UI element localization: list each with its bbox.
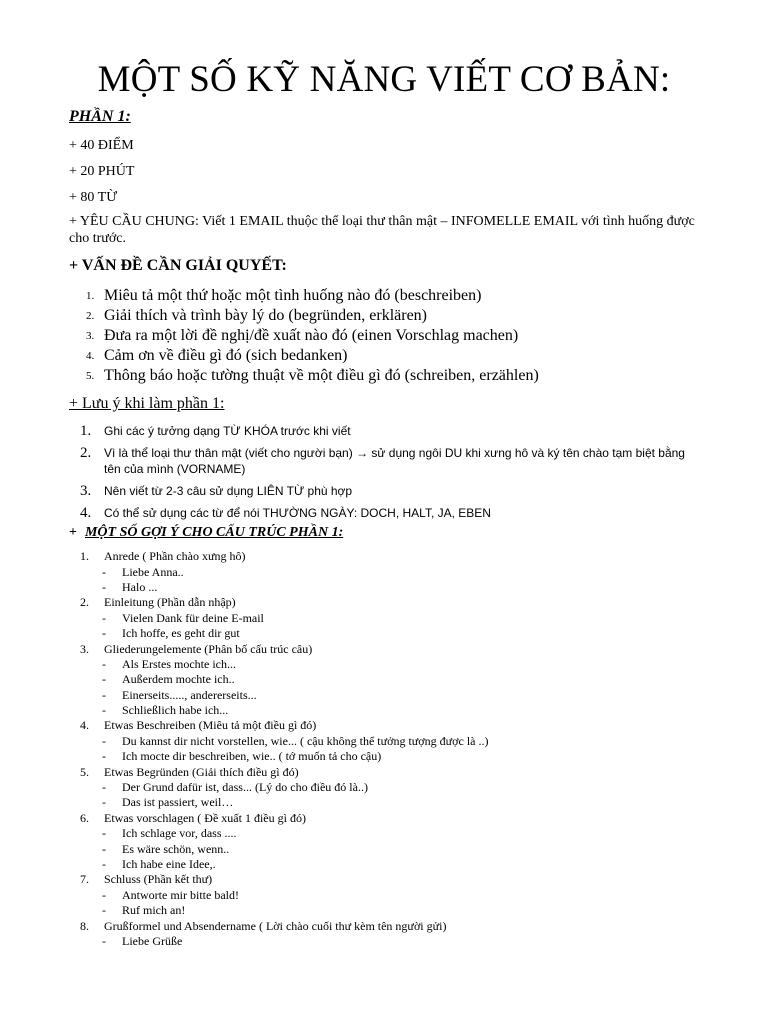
structure-example — [80, 564, 720, 579]
bullet-dash: - — [102, 933, 106, 948]
section-number: 5. — [80, 764, 89, 779]
bullet-dash: - — [102, 841, 106, 856]
example-text: Es wäre schön, wenn.. — [122, 841, 230, 856]
note-item — [80, 505, 694, 521]
bullet-dash: - — [102, 857, 106, 871]
note-item — [80, 423, 694, 439]
example-text: Ich mocte dir beschreiben, wie.. ( tớ muốn tả cho cậu) — [122, 749, 382, 764]
structure-section — [80, 718, 720, 733]
issue-item — [80, 346, 539, 366]
structure-example — [80, 826, 720, 841]
example-text: Du kannst dir nicht vorstellen, wie... ( cậu không thể tưởng tượng được là ..) — [122, 733, 489, 748]
section-label: Einleitung (Phần dẫn nhập) — [104, 595, 236, 610]
notes-heading: + Lưu ý khi làm phần 1: — [69, 395, 225, 412]
structure-section — [80, 918, 720, 933]
issue-number: 1. — [86, 290, 95, 302]
example-text: Ich schlage vor, dass .... — [122, 826, 237, 841]
structure-example — [80, 580, 720, 595]
example-text: Schließlich habe ich... — [122, 703, 229, 718]
bullet-dash: - — [102, 610, 106, 625]
example-text: Antworte mir bitte bald! — [122, 887, 239, 902]
example-text: Ruf mich an! — [122, 903, 186, 918]
section-label: Grußformel und Absendername ( Lời chào cuối thư kèm tên người gửi) — [104, 918, 447, 933]
document-title: MỘT SỐ KỸ NĂNG VIẾT CƠ BẢN: — [97, 59, 671, 100]
section-number: 4. — [80, 718, 89, 733]
structure-example — [80, 780, 720, 795]
bullet-dash: - — [102, 656, 106, 671]
part1-heading: PHẦN 1: — [69, 108, 131, 125]
general-requirement: + YÊU CẦU CHUNG: Viết 1 EMAIL thuộc thể loại thư thân mật – INFOMELLE EMAIL với tình huống được cho trước. — [69, 214, 695, 246]
section-label: Anrede ( Phần chào xưng hô) — [104, 549, 246, 564]
bullet-dash: - — [102, 903, 106, 918]
section-label: Etwas Beschreiben (Miêu tả một điều gì đó) — [104, 718, 317, 733]
example-text: Außerdem mochte ich.. — [122, 672, 235, 687]
issue-item — [80, 326, 539, 346]
issue-number: 2. — [86, 310, 95, 322]
structure-example — [80, 934, 720, 949]
issue-item — [80, 366, 539, 386]
structure-section — [80, 549, 720, 564]
structure-heading — [69, 525, 343, 541]
example-text: Halo ... — [122, 579, 158, 594]
structure-example — [80, 626, 720, 641]
section-number: 7. — [80, 872, 89, 887]
structure-example — [80, 688, 720, 703]
note-text: Ghi các ý tưởng dạng TỪ KHÓA trước khi viết — [104, 424, 351, 438]
issues-heading: + VẤN ĐỀ CẦN GIẢI QUYẾT: — [69, 257, 287, 274]
note-number: 3. — [80, 483, 92, 499]
example-text: Liebe Anna.. — [122, 564, 184, 579]
note-item — [80, 445, 694, 477]
note-number: 2. — [80, 445, 92, 461]
structure-section — [80, 764, 720, 779]
issue-number: 5. — [86, 370, 95, 382]
note-number: 4. — [80, 505, 92, 521]
structure-section — [80, 595, 720, 610]
fact-points: + 40 ĐIỂM — [69, 138, 134, 153]
structure-section — [80, 641, 720, 656]
example-text: Als Erstes mochte ich... — [122, 656, 236, 671]
section-label: Gliederungelemente (Phân bố cấu trúc câu) — [104, 641, 313, 656]
bullet-dash: - — [102, 703, 106, 718]
structure-example — [80, 795, 720, 810]
fact-words: + 80 TỪ — [69, 190, 118, 205]
issue-text: Giải thích và trình bày lý do (begründen, erklären) — [104, 307, 427, 324]
structure-example — [80, 657, 720, 672]
bullet-dash: - — [102, 564, 106, 579]
structure-example — [80, 672, 720, 687]
section-label: Schluss (Phần kết thư) — [104, 872, 213, 887]
bullet-dash: - — [102, 687, 106, 702]
note-number: 1. — [80, 423, 92, 439]
note-text: Vì là thể loại thư thân mật (viết cho người bạn) → sử dụng ngôi DU khi xưng hô và ký tên chào tạm biệt bằng tên của mình (VORNAME) — [104, 446, 685, 476]
notes-list — [80, 423, 694, 527]
structure-example — [80, 749, 720, 764]
example-text: Liebe Grüße — [122, 933, 183, 948]
structure-section — [80, 872, 720, 887]
note-text: Nên viết từ 2-3 câu sử dụng LIÊN TỪ phù hợp — [104, 484, 353, 498]
issue-text: Đưa ra một lời đề nghị/đề xuất nào đó (einen Vorschlag machen) — [104, 327, 519, 344]
example-text: Ich hoffe, es geht dir gut — [122, 626, 240, 641]
structure-example — [80, 903, 720, 918]
section-label: Etwas vorschlagen ( Đề xuất 1 điều gì đó) — [104, 810, 306, 825]
structure-example — [80, 841, 720, 856]
structure-example — [80, 611, 720, 626]
example-text: Das ist passiert, weil… — [122, 795, 234, 810]
structure-list — [80, 549, 720, 949]
issue-text: Cảm ơn về điều gì đó (sich bedanken) — [104, 347, 348, 364]
structure-example — [80, 703, 720, 718]
bullet-dash: - — [102, 672, 106, 687]
bullet-dash: - — [102, 795, 106, 810]
issue-item — [80, 306, 539, 326]
section-number: 2. — [80, 595, 89, 610]
structure-example — [80, 734, 720, 749]
bullet-dash: - — [102, 749, 106, 764]
bullet-dash: - — [102, 826, 106, 841]
section-number: 6. — [80, 810, 89, 825]
issues-list — [80, 286, 539, 386]
bullet-dash: - — [102, 887, 106, 902]
structure-example — [80, 888, 720, 903]
issue-number: 3. — [86, 330, 95, 342]
note-text: Có thể sử dụng các từ để nói THƯỜNG NGÀY: DOCH, HALT, JA, EBEN — [104, 506, 491, 520]
fact-time: + 20 PHÚT — [69, 164, 135, 179]
bullet-dash: - — [102, 579, 106, 594]
example-text: Einerseits....., andererseits... — [122, 687, 257, 702]
issue-item — [80, 286, 539, 306]
structure-example — [80, 857, 720, 872]
section-number: 1. — [80, 549, 89, 564]
bullet-dash: - — [102, 626, 106, 641]
example-text: Vielen Dank für deine E-mail — [122, 610, 264, 625]
bullet-dash: - — [102, 733, 106, 748]
issue-number: 4. — [86, 350, 95, 362]
section-number: 8. — [80, 918, 89, 933]
issue-text: Miêu tả một thứ hoặc một tình huống nào đó (beschreiben) — [104, 287, 482, 304]
bullet-dash: - — [102, 780, 106, 795]
section-number: 3. — [80, 641, 89, 656]
issue-text: Thông báo hoặc tường thuật về một điều gì đó (schreiben, erzählen) — [104, 367, 539, 384]
structure-section — [80, 811, 720, 826]
structure-heading-text: MỘT SỐ GỢI Ý CHO CẤU TRÚC PHẦN 1: — [84, 525, 344, 540]
example-text: Ich habe eine Idee,. — [122, 857, 216, 871]
structure-heading-prefix: + — [69, 525, 77, 540]
example-text: Der Grund dafür ist, dass... (Lý do cho điều đó là..) — [122, 780, 368, 795]
note-item — [80, 483, 694, 499]
section-label: Etwas Begründen (Giải thích điều gì đó) — [104, 764, 299, 779]
